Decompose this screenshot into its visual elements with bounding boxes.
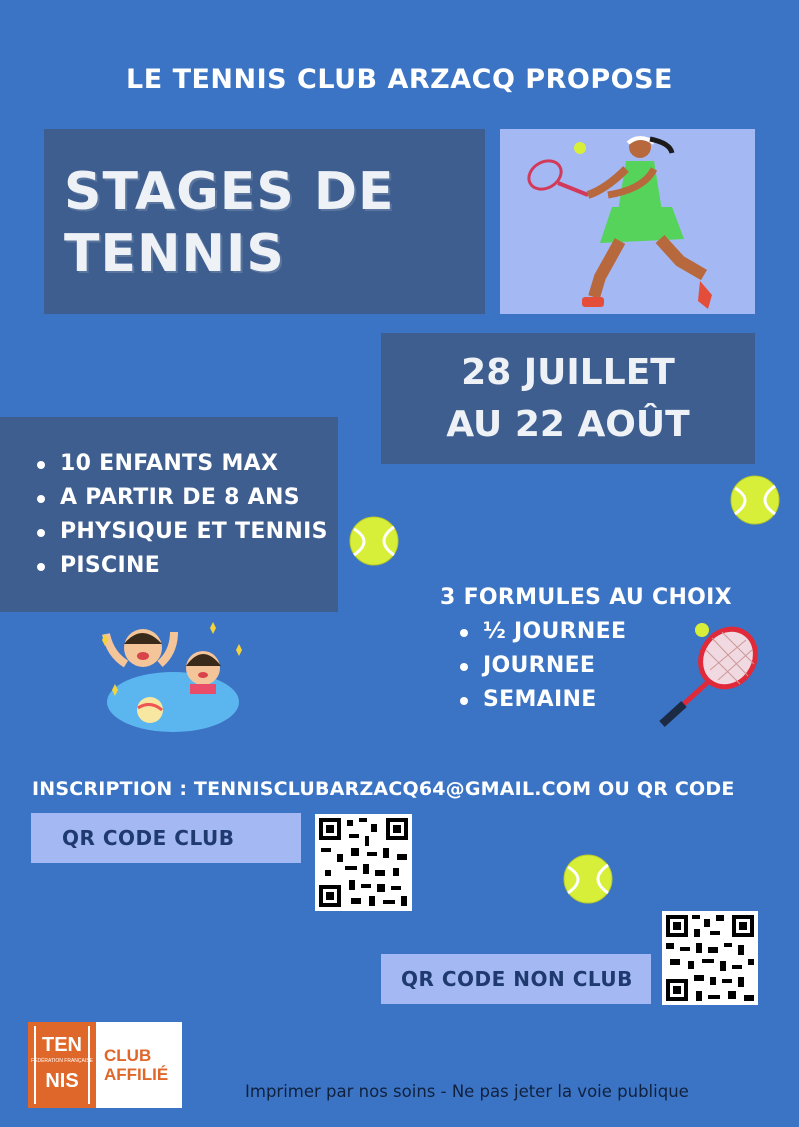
- main-title: [64, 161, 395, 285]
- swimming-kids-icon: [98, 620, 248, 735]
- club-label: CLUB: [104, 1046, 152, 1065]
- affilie-label: AFFILIÉ: [104, 1065, 169, 1084]
- qr-code-non-club-button[interactable]: QR CODE NON CLUB: [381, 954, 651, 1004]
- qr-code-non-club-image[interactable]: [662, 911, 758, 1005]
- formule-item: JOURNEE: [455, 649, 626, 683]
- main-title-line1: STAGES DE: [64, 162, 395, 222]
- tennis-logo-line2: NIS: [45, 1070, 79, 1092]
- swimming-kids-illustration: [98, 620, 248, 739]
- club-affilie-logo: [28, 1022, 182, 1108]
- formules-list: [455, 615, 626, 717]
- title-panel: [44, 129, 485, 314]
- dates-line1: 28 JUILLET: [461, 352, 675, 393]
- tennis-ball-icon: [348, 515, 400, 571]
- main-title-line2: TENNIS: [64, 224, 285, 284]
- tennis-logo-small: FÉDÉRATION FRANÇAISE: [31, 1058, 93, 1064]
- inscription-text: INSCRIPTION : TENNISCLUBARZACQ64@GMAIL.COM OU QR CODE: [32, 778, 735, 800]
- info-item: A PARTIR DE 8 ANS: [32, 481, 328, 515]
- qr-code-icon: [315, 814, 412, 911]
- footer-note: Imprimer par nos soins - Ne pas jeter la voie publique: [245, 1082, 689, 1101]
- info-item: 10 ENFANTS MAX: [32, 447, 328, 481]
- info-item: PHYSIQUE ET TENNIS: [32, 515, 328, 549]
- tennis-player-illustration: [500, 129, 755, 314]
- tennis-logo-badge: [28, 1022, 96, 1108]
- info-panel: [0, 417, 338, 612]
- info-list: [32, 447, 328, 583]
- dates-text: [381, 347, 755, 451]
- qr-code-icon: [662, 911, 758, 1005]
- formule-item: SEMAINE: [455, 683, 626, 717]
- dates-panel: [381, 333, 755, 464]
- qr-code-club-image[interactable]: [315, 814, 412, 911]
- info-item: PISCINE: [32, 549, 328, 583]
- tennis-ball-icon: [729, 474, 781, 530]
- header-title: LE TENNIS CLUB ARZACQ PROPOSE: [126, 64, 673, 95]
- tennis-racket-icon: [656, 620, 762, 734]
- tennis-logo-line1: TEN: [42, 1034, 82, 1056]
- formule-item: ½ JOURNEE: [455, 615, 626, 649]
- formules-title: 3 FORMULES AU CHOIX: [440, 585, 732, 610]
- tennis-ball-icon: [562, 853, 614, 909]
- club-affilie-text: [104, 1046, 168, 1084]
- dates-line2: AU 22 AOÛT: [446, 404, 690, 445]
- qr-code-club-button[interactable]: QR CODE CLUB: [31, 813, 301, 863]
- tennis-player-icon: [500, 129, 755, 314]
